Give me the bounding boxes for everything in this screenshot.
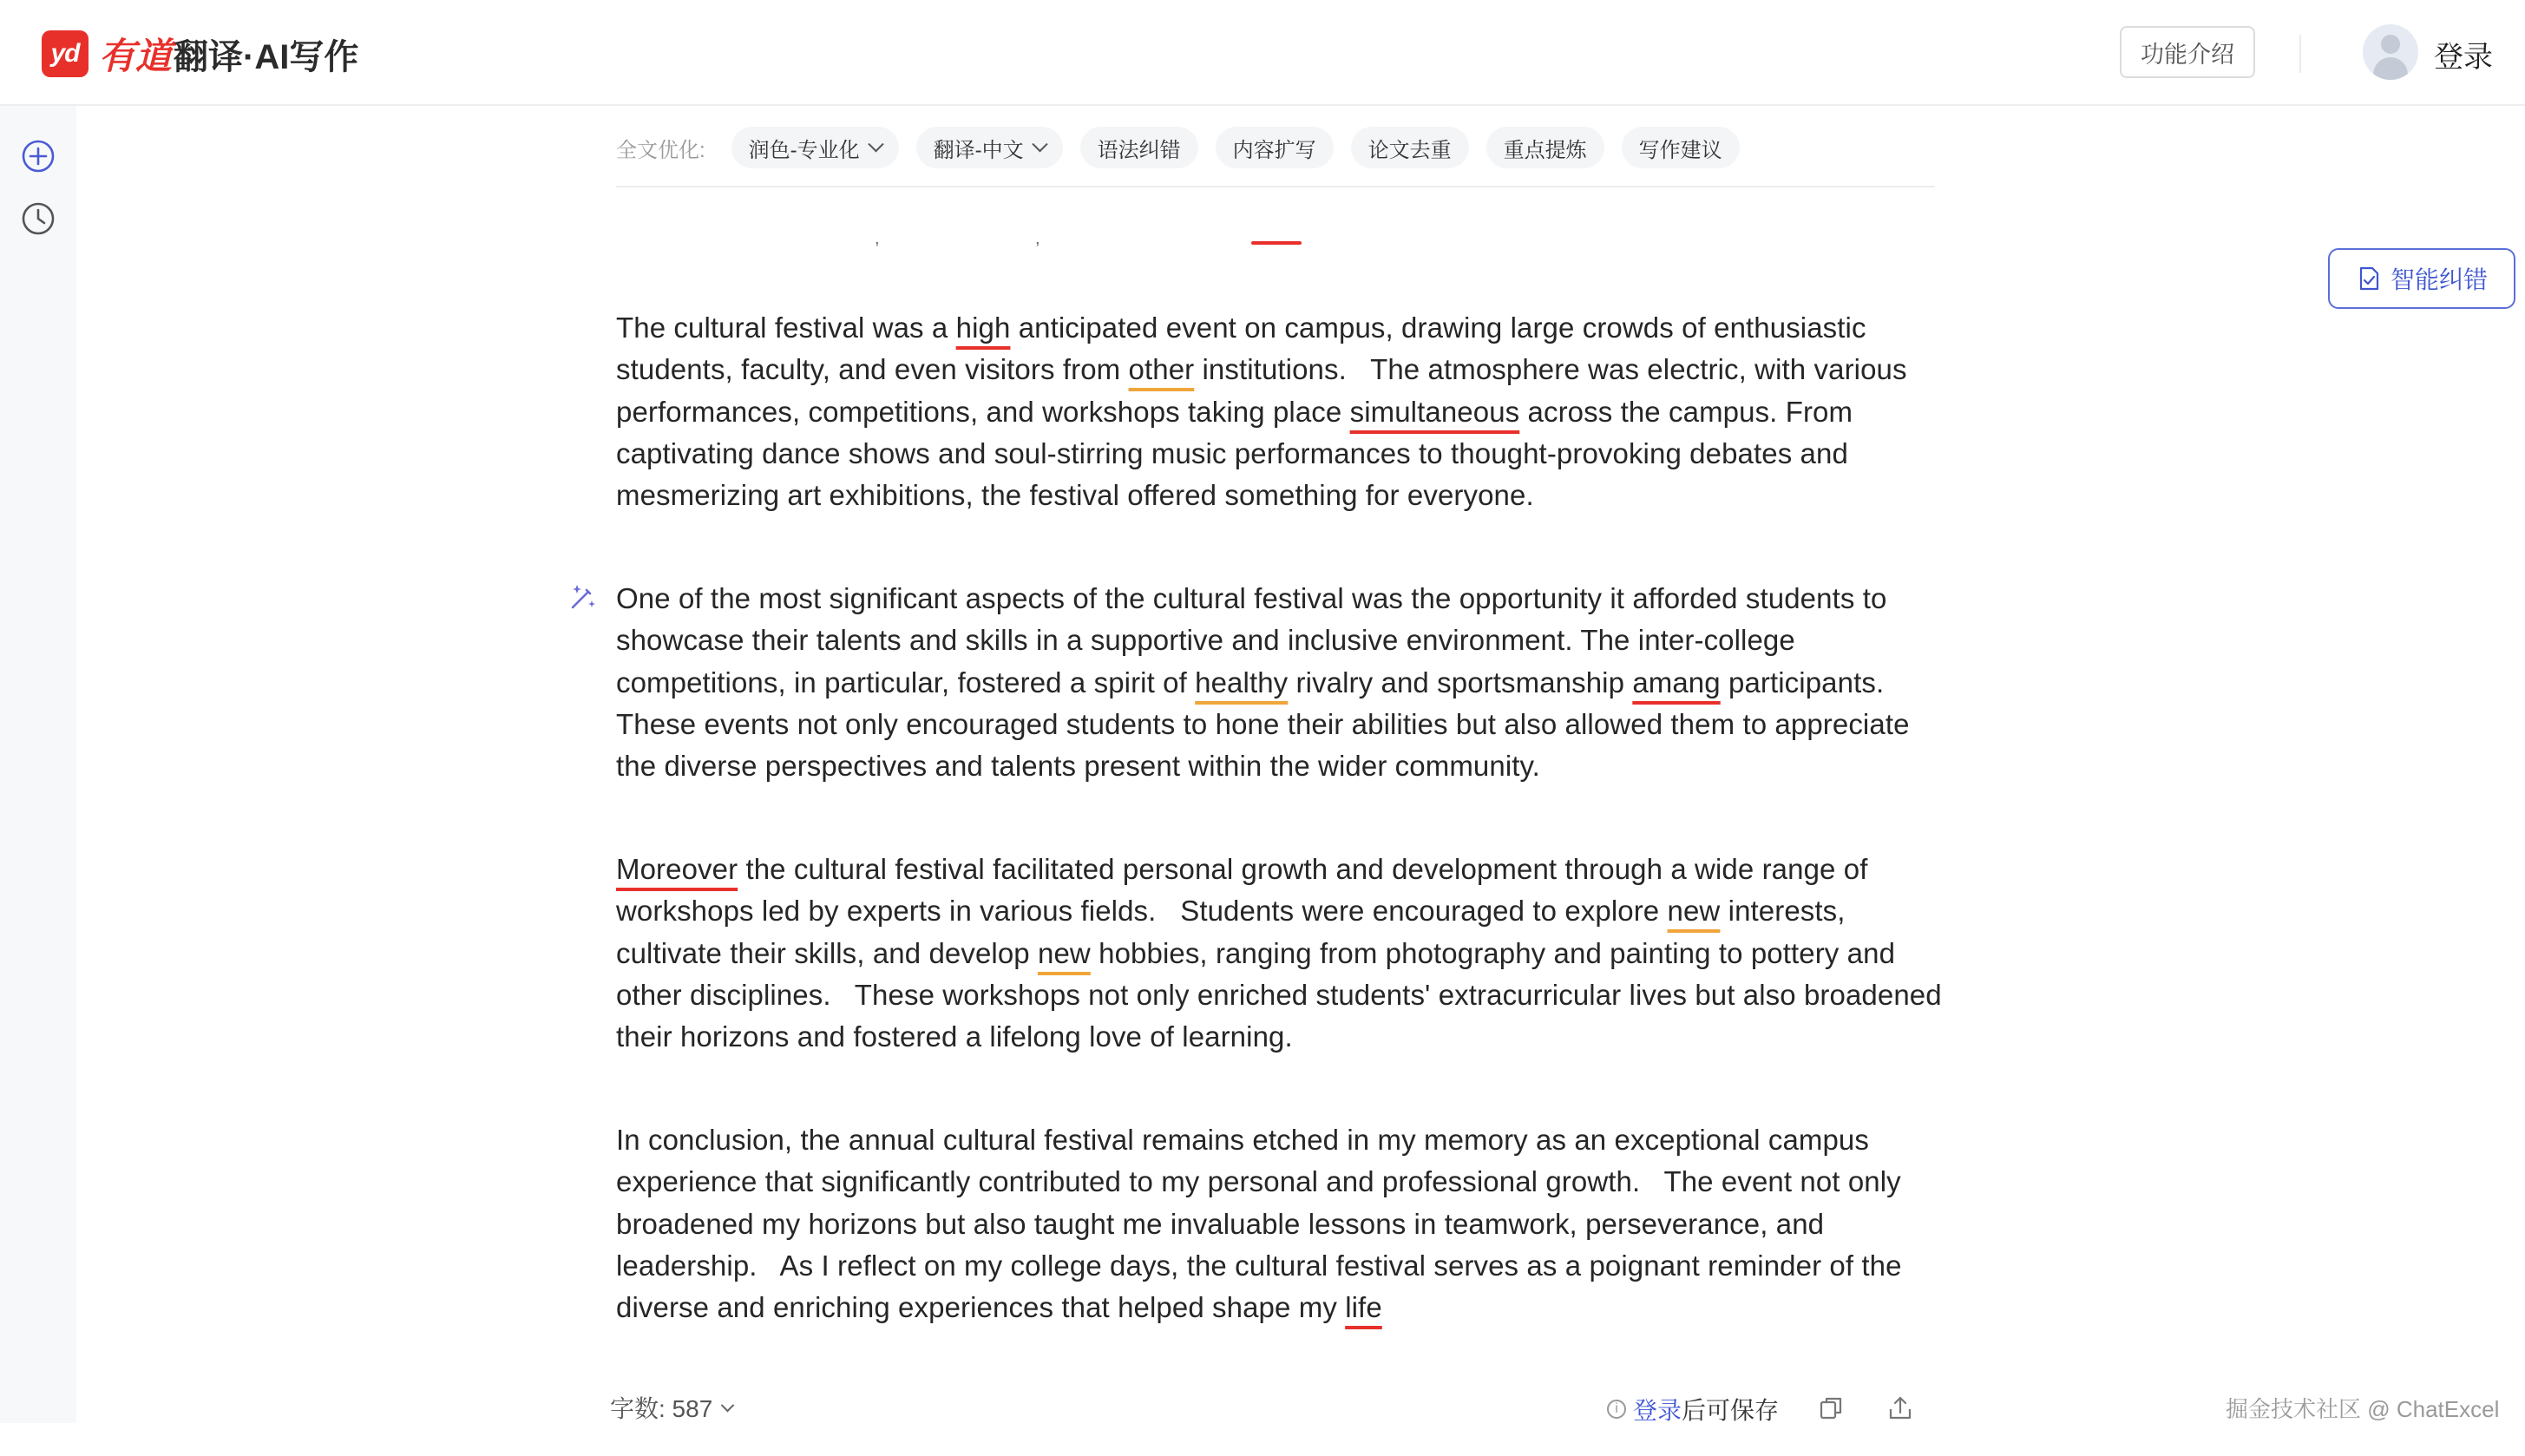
- document-check-icon: [2356, 266, 2382, 292]
- chevron-down-icon: [868, 136, 883, 152]
- copy-icon[interactable]: [1816, 1394, 1846, 1423]
- toolbar-label: 全文优化:: [616, 138, 705, 162]
- toolbar-chip-label: 润色-专业化: [748, 138, 860, 162]
- full-text-optimize-toolbar: [616, 121, 1935, 187]
- paragraph-text: across the campus. From captivating dance shows and soul-stirring music performances to thought-provoking debates and mesmerizing art exhibitions, the festival offered something for everyone.: [616, 395, 1861, 512]
- magic-wand-icon[interactable]: [566, 580, 600, 614]
- article-paragraph[interactable]: [616, 849, 1952, 1058]
- login-link[interactable]: 登录: [2434, 41, 2493, 74]
- paragraph-text: interests, cultivate their skills, and develop: [616, 895, 1853, 969]
- spelling-error-word[interactable]: Moreover: [616, 853, 738, 885]
- paragraph-text: participants. These events not only encouraged students to hone their abilities but also allowed them to appreciate the diverse perspectives and talents present within the wider community.: [616, 666, 1918, 783]
- save-login-link[interactable]: 登录: [1633, 1397, 1682, 1424]
- toolbar-chip[interactable]: [1216, 127, 1334, 168]
- toolbar-chip-label: 论文去重: [1367, 138, 1452, 162]
- spelling-error-word[interactable]: amang: [1632, 666, 1721, 698]
- header-divider: [2299, 35, 2301, 73]
- chevron-down-icon: [1032, 136, 1047, 152]
- toolbar-chip-label: 翻译-中文: [933, 138, 1024, 162]
- toolbar-chip-label: 内容扩写: [1232, 138, 1316, 162]
- paragraph-text: One of the most significant aspects of the cultural festival was the opportunity it afforded students to showcase their talents and skills in a supportive and inclusive environment. The inter-college competitions, in particular, fostered a spirit of: [616, 582, 1895, 698]
- toolbar-chip-label: 重点提炼: [1503, 138, 1587, 162]
- spelling-error-word[interactable]: high: [955, 312, 1011, 344]
- paragraph-text: institutions. The atmosphere was electric, with various performances, competitions, and workshops taking place: [616, 353, 1915, 428]
- paragraph-text: anticipated event on campus, drawing large crowds of enthusiastic students, faculty, and even visitors from: [616, 312, 1874, 386]
- avatar-head: [2381, 35, 2400, 54]
- save-hint: [1607, 1392, 1779, 1426]
- suggestion-word[interactable]: new: [1038, 936, 1091, 969]
- export-icon[interactable]: [1886, 1394, 1915, 1423]
- logo-brand: 有道: [99, 36, 173, 76]
- toolbar-chip[interactable]: [1622, 127, 1740, 168]
- feature-intro-button[interactable]: 功能介绍: [2120, 26, 2255, 78]
- toolbar-chip-label: 写作建议: [1638, 138, 1722, 162]
- toolbar-chips: [731, 139, 1757, 168]
- history-clock-icon[interactable]: [19, 200, 57, 238]
- suggestion-word[interactable]: healthy: [1195, 666, 1289, 698]
- cut-off-error-underline: [1251, 241, 1302, 245]
- article-paragraph[interactable]: [616, 307, 1952, 516]
- paragraph-text: the cultural festival facilitated personal growth and development through a wide range of workshops led by experts in various fields. Students were encouraged to explore: [616, 853, 1876, 928]
- word-count-label: 字数: 587: [610, 1395, 713, 1422]
- info-icon: i: [1607, 1400, 1626, 1419]
- cut-off-text-mark: ,: [1035, 229, 1040, 248]
- watermark: 掘金技术社区 @ ChatExcel: [2226, 1396, 2500, 1422]
- cut-off-text-mark: ,: [875, 229, 880, 248]
- paragraph-text: The cultural festival was a: [616, 312, 956, 344]
- paragraph-text: rivalry and sportsmanship: [1288, 666, 1633, 698]
- toolbar-chip[interactable]: [1486, 127, 1604, 168]
- smart-correction-button[interactable]: [2328, 248, 2515, 309]
- paragraph-text: hobbies, ranging from photography and painting to pottery and other disciplines. These workshops not only enriched students' extracurricular lives but also broadened their horizons and fostered a lifelong love of learning.: [616, 936, 1950, 1053]
- logo-product: 翻译·AI写作: [174, 37, 359, 76]
- toolbar-chip[interactable]: [916, 127, 1063, 168]
- article-paragraph[interactable]: [616, 1119, 1952, 1328]
- save-hint-text: 后可保存: [1682, 1397, 1780, 1424]
- avatar[interactable]: [2363, 24, 2418, 80]
- toolbar-chip-label: 语法纠错: [1097, 138, 1181, 162]
- spelling-error-word[interactable]: simultaneous: [1349, 395, 1520, 428]
- logo[interactable]: [42, 28, 358, 80]
- toolbar-chip[interactable]: [731, 127, 899, 168]
- left-rail: [0, 106, 76, 1423]
- suggestion-word[interactable]: other: [1128, 353, 1195, 386]
- toolbar-chip[interactable]: [1080, 127, 1198, 168]
- app-header: [0, 0, 2525, 106]
- logo-badge: yd: [42, 30, 89, 77]
- plus-circle-icon[interactable]: [19, 137, 57, 175]
- avatar-body: [2373, 57, 2408, 80]
- paragraph-text: In conclusion, the annual cultural festival remains etched in my memory as an exceptional campus experience that significantly contributed to my personal and professional growth. The event not only broadened my horizons but also taught me invaluable lessons in teamwork, perseverance, and leadership. As I reflect on my college days, the cultural festival serves as a poignant reminder of the diverse and enriching experiences that helped shape my: [616, 1124, 1910, 1324]
- word-count[interactable]: [610, 1390, 732, 1425]
- article-paragraph[interactable]: [616, 578, 1952, 787]
- suggestion-word[interactable]: new: [1667, 895, 1721, 928]
- smart-correction-label: 智能纠错: [2390, 266, 2488, 293]
- spelling-error-word[interactable]: life: [1345, 1291, 1382, 1324]
- toolbar-chip[interactable]: [1351, 127, 1469, 168]
- chevron-down-icon: [721, 1398, 735, 1412]
